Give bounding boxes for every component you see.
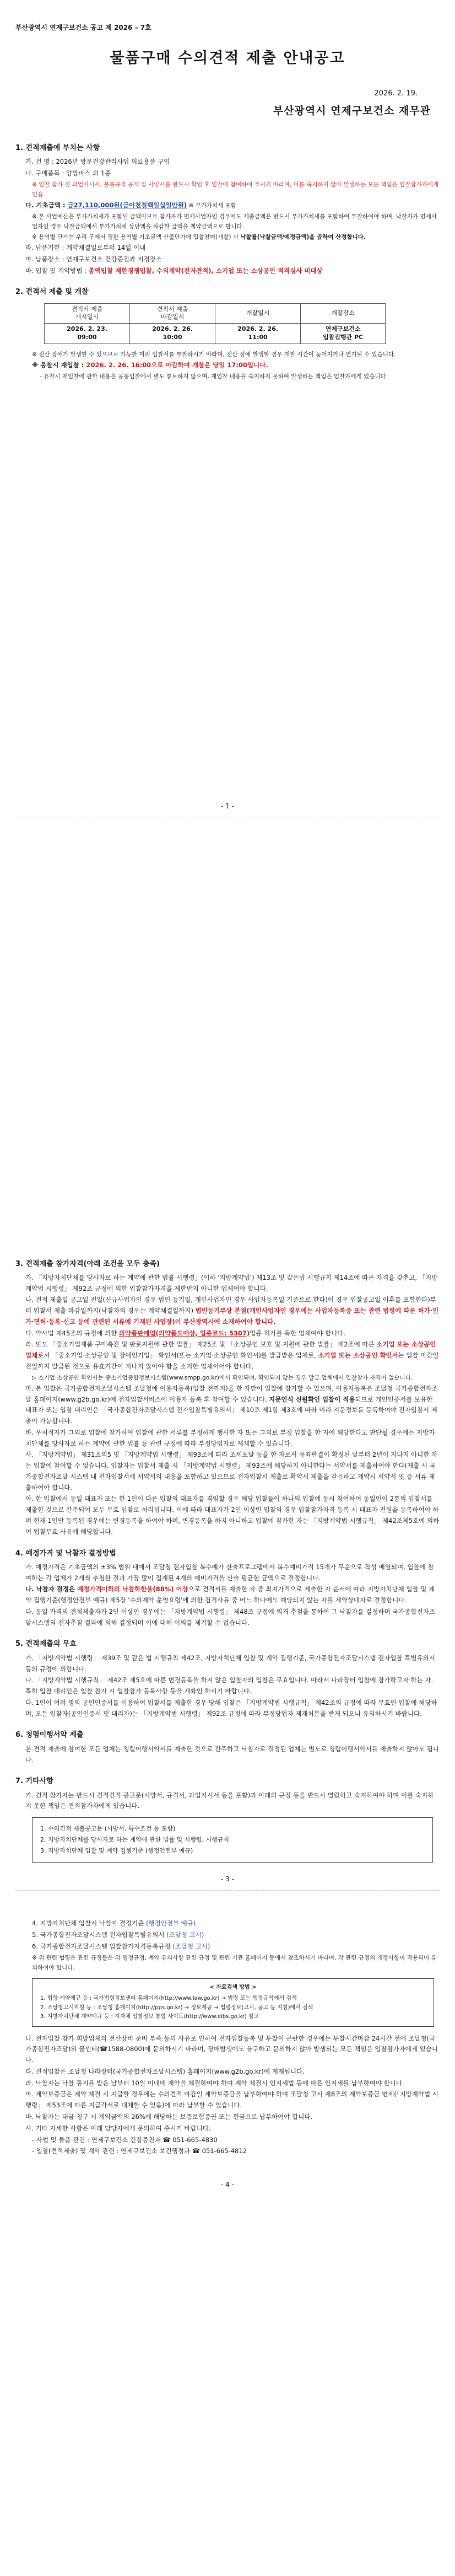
s1-item-na: 나. 구매품목 : 양방파스 외 1종 xyxy=(25,169,111,178)
s3-item-da xyxy=(15,1328,440,1339)
document-title: 물품구매 수의견적 제출 안내공고 xyxy=(110,49,345,67)
s1-item-ga: 가. 건 명 : 2026년 방문건강관리사업 의료용품 구입 xyxy=(25,158,170,166)
s3-da-a: 다. 약사법 제45조의 규정에 의한 xyxy=(25,1329,119,1337)
section-1-title: 1. 견적제출에 부치는 사항 xyxy=(15,144,100,153)
s3-item-sa: 사. 「지방계약법」 제31조의5 및 「지방계약법 시행령」 제93조에 따라 조세포탈 등을 한 자로서 유죄판결이 확정된 날부터 2년이 지나지 아니한 자는 입찰에 참여할 수 없습니다. 입찰자는 입찰서 제출 시 「지방계약법 시행령」 제93조에 해당하지 아니한다는 서약서를 제출하여야 한다(제출 시 국가종합전자조달 시스템 내 전자입찰서에 서약서의 내용을 포함하고 있으므로 전자입찰서 제출로 확약서 제출을 갈음하고 계약시 서약서 및 증 서류 제출하여야 합니다. xyxy=(25,1451,438,1491)
s1-item-ba xyxy=(15,266,440,277)
search-info-box xyxy=(32,1978,434,2027)
regulation-item-5 xyxy=(15,1930,440,1941)
s3-ra-note: ▷ 소기업·소상공인 확인서는 중소기업종합정보시스템(www.smpp.go.kr)에서 확인되며, 확인되지 않는 경우 발급 업체에서 입찰참가 자격이 없습니다. xyxy=(32,1374,413,1381)
s4-na-a: 나. 낙찰자 결정은 xyxy=(25,1585,78,1593)
s3-ra-e: 는 입찰 마감일 전일까지 발급된 것으로 유효기간이 지나지 않아야 함을 소지한 업체이어야 합니다. xyxy=(25,1351,439,1370)
s7-item-na: 나. 전자입찰 참가 희망업체의 전산장비 준비 부족 등의 사유로 인하여 전자입찰등록 및 투찰이 곤란한 경우에는 투찰시간마감 24시간 전에 조달청(국가종합전자조달)의 콜센터(☎1588-0800)에 문의하시기 바라며, 장애발생에도 불구하고 문의하지 않아 발생되는 모든 책임은 입찰참가자에게 있습니다. xyxy=(25,2034,438,2064)
reg5-b: (조달청 고시) xyxy=(166,1930,204,1939)
s1-da-label: 다. 기초금액 : xyxy=(25,201,68,210)
schedule-cell: 2026. 2. 26. 10:00 xyxy=(130,324,215,344)
document-reference: 부산광역시 연제구보건소 공고 제 2026 – 7호 xyxy=(15,24,151,31)
s5-item-na: 나. 「지방계약법 시행규칙」 제42조 제5호에 따른 변경등록을 하지 않은 입찰자의 입찰은 무효입니다. 따라서 나라장터 입찰에 참가하고자 하는 자. 특히 입찰 대리인은 입찰 참가 시 입찰참가 등록사항 등을 재확인 하시기 바랍니다. xyxy=(25,1676,434,1695)
page-number: - 3 - xyxy=(221,1875,234,1883)
s2-note2 xyxy=(15,360,440,371)
s3-ma-a: 마. 본 입찰은 국가종합전자조달시스템 조달청에 이용자등록(입찰 전까지)을 한 자만이 입찰에 참가할 수 있으며, 이용자등록은 조달청 국가종합전자조달 홈페이지(www.g2b.go.kr)에 전자입찰서비스에 이용자 등록 후 참여할 수 있습니다. xyxy=(25,1384,438,1403)
s3-da-b: 의약품판매업(의약품도매상, 업종코드: 5307) xyxy=(118,1329,250,1337)
s3-da-c: 업종 허가를 득한 업체여야 합니다. xyxy=(250,1329,345,1337)
s3-ra-a: 라. 또도 「중소기업제품 구매촉진 및 판로지원에 관한 법률」 제25조 및 「소상공인 보호 및 지원에 관한 법률」 제2조에 따른 xyxy=(25,1340,377,1349)
regulation-note: ※ 위 관련 법령은 관련 규정들은 위 행정규정, 계약 유의사항 관련 규정 및 관련 기관 홈페이지 등에서 참조하시기 바라며, 각 관련 규정의 개정사항이 적용되어 유의하여야 합니다. xyxy=(32,1954,437,1971)
search-info-item: 3. 지방자치단체 계약예규 등 : 지자체 입찰정보 통합 사이트(http://www.eibs.go.kr) 참고 xyxy=(40,2014,259,2020)
s3-ma-b: 지문인식 신원확인 입찰이 적용 xyxy=(269,1395,355,1403)
s7-item-ba: 바. 낙찰자는 대금 청구 시 계약금액의 26%에 해당하는 보증보험증권 또는 현금으로 납부하여야 합니다. xyxy=(25,2112,313,2121)
s1-note: ※ 입찰 참가 전 과업지시서, 물품규격 공개 및 사양서를 반드시 확인 후 입찰에 참여하여 주시기 바라며, 이를 숙지하지 않아 발생하는 모든 책임은 입찰참가자에게 있음. xyxy=(32,181,439,198)
s6-body: 본 견적 제출에 참여한 모든 업체는 청렴이행서약서를 제출한 것으로 간주하고 낙찰자로 결정된 업체는 별도로 청렴이행서약서를 제출하지 않아도 됩니다. xyxy=(25,1745,439,1764)
s1-da-note2-b: 낙찰률 xyxy=(240,233,257,240)
s1-item-ma: 마. 납품장소 : 연제구보건소 건강증진과 지정장소 xyxy=(25,255,162,263)
search-info-title: < 자료검색 방법 > xyxy=(209,1984,257,1990)
schedule-header-cell: 개찰장소 xyxy=(301,303,386,324)
document-issuer: 부산광역시 연제구보건소 재무관 xyxy=(273,105,431,117)
s2-note2-a: ※ 응찰시 재입찰 : xyxy=(32,361,86,369)
s3-item-a: 아. 한 입찰에서 동일 대표자 또는 한 1인이 다른 입찰의 대표자를 겸임할 경우 해당 입찰들이 하나의 입찰에 동시 참여하여 동일인이 2통의 입찰서를 제출한 것으로 간주되어 모두 무효 입찰로 처리됩니다. 이에 따라 대표자가 2인 이상인 입찰의 경우 입찰참가자격 등록 시 대표자 전원을 등록하여야 하며 현재 1인만 등록된 경우에는 변경등록을 하여야 하며, 변경등록을 하지 아니하고 입찰에 참가한 자는 「지방계약법 시행규칙」 제42조제5호에 의하여 입찰무효 사유에 해당합니다. xyxy=(25,1495,440,1536)
s3-item-ma xyxy=(15,1383,440,1427)
s7-item-da: 다. 견적입찰은 조달청 나라장터(국가종합전자조달시스템) 홈페이지(www.g2b.go.kr)에 게재됩니다. xyxy=(25,2067,305,2075)
s7-item-sa: 사. 기타 자세한 사항은 아래 담당자에게 문의하여 주시기 바랍니다. xyxy=(25,2124,211,2132)
reg6-a: 6. 국가종합전자조달시스템 입찰참가자격등록규정 xyxy=(32,1942,173,1950)
regulation-item-4 xyxy=(15,1918,440,1929)
section-4-title: 4. 예정가격 및 낙찰자 결정방법 xyxy=(15,1549,116,1558)
s4-item-na xyxy=(15,1584,440,1606)
reg4-b: (행정안전부 예규) xyxy=(146,1919,196,1928)
s2-note2-b: 2026. 2. 26. 16:00으로 마감하며 개찰은 당일 17:00입니다. xyxy=(86,361,268,369)
section-6-title: 6. 청렴이행서약 제출 xyxy=(15,1731,84,1740)
s7-item-ma: 마. 계약보증금은 계약 체결 시 지급할 경우에는 수의견적 마감일 계약보증금을 납부하여야 하며 조달청 고시 제8조의 계약보증금 면제(「지방계약법 시행령」 제53조에 따른 지급각서로 대체할 수 있음)에 따라 납부할 수 있습니다. xyxy=(25,2090,438,2110)
schedule-cell: 연제구보건소 입찰집행관 PC xyxy=(301,324,386,344)
s5-item-ga: 가. 「지방계약법 시행령」 제39조 및 같은 법 시행규칙 제42조, 지방자치단체 입찰 및 계약 집행기준, 국가종합전자조달시스템 전자입찰 특별유의서 등의 규정에 의합니다. xyxy=(25,1654,435,1673)
s2-note1: ※ 전산 장애가 발생할 수 있으므로 가능한 미리 입찰서를 투찰하시기 바라며, 전산 장애 발생할 경우 개찰 시간이 늦어지거나 연기될 수 있습니다. xyxy=(32,351,396,358)
reg5-a: 5. 국가종합전자조달시스템 전자입찰특별유의서 xyxy=(32,1930,167,1939)
s1-da-suffix: ※ 부가가치세 포함 xyxy=(187,202,236,210)
regulations-box xyxy=(32,1817,433,1862)
s1-ba-a: 바. 입찰 및 계약방법 : xyxy=(25,266,89,275)
s1-item-ra: 라. 납품기한 : 계약체결일로부터 14일 이내 xyxy=(25,243,146,251)
s5-item-da: 다. 1인이 여러 명의 공인인증서를 이용하여 입찰서를 제출한 경우 당해 입찰은 「지방계약법 시행규칙」 제42조의 규정에 따라 무효인 입찰에 해당하며, 모든 입찰자(공인인증서 및 대리자)는 「지방계약법 시행령」 제92조 규정에 따라 부정당업자 제재처분을 받게 되오니 유의하시기 바랍니다. xyxy=(25,1698,437,1718)
regulation-item: 3. 지방자치단체 입찰 및 계약 집행기준 (행정안전부 예규) xyxy=(40,1847,193,1854)
schedule-header-cell: 개찰일시 xyxy=(215,303,301,324)
regulation-item: 1. 수의견적 제출공고문 (시방서, 특수조건 등 포함) xyxy=(40,1825,176,1833)
s3-ra-d: 소기업 또는 소상공인 확인서 xyxy=(318,1351,398,1360)
s1-item-da xyxy=(15,200,440,211)
section-2-title: 2. 견적서 제출 및 개찰 xyxy=(15,288,89,297)
section-5-title: 5. 견적제출의 무효 xyxy=(15,1640,77,1649)
s1-da-note2-c: (낙찰금액/예정금액)을 곱하여 산정합니다. xyxy=(257,233,366,240)
schedule-cell: 2026. 2. 26. 11:00 xyxy=(215,324,301,344)
s1-da-note2 xyxy=(15,232,440,242)
s3-item-ga: 가. 「지방자치단체를 당사자로 하는 계약에 관한 법률 시행령」(이하 '지방계약법') 제13조 및 같은법 시행규칙 제14조에 따른 자격을 갖추고, 「지방계약법 시행령」 제92조 규정에 의한 입찰참가자격을 제한받지 아니한 업체여야 합니다. xyxy=(25,1273,438,1292)
s1-ba-b: 총액입찰 제한경쟁입찰, 수의계약(전자견적), 소기업 또는 소상공인 적격심사 비대상 xyxy=(88,266,323,275)
s1-da-note1: ※ 본 사업예산은 부가가치세가 포함된 금액이므로 참가자가 면세사업자인 경우에도 제출금액은 반드시 부가가치세를 포함하여 투찰하여야 하며, 낙찰자가 면세사업자인 경우 낙찰금액에서 부가가치세 상당액을 차감한 금액을 계약금액으로 합니다. xyxy=(32,213,437,230)
section-3-title: 3. 견적제출 참가자격(아래 조건을 모두 충족) xyxy=(15,1259,160,1268)
schedule-cell: 2026. 2. 23. 09:00 xyxy=(45,324,130,344)
regulation-item-6 xyxy=(15,1941,440,1952)
s1-da-note2-a: ※ 용역별 단가는 우리 구에서 정한 용역별 기초금액 산출단가에 입찰참여(개찰) 시 xyxy=(32,233,241,240)
page-gap xyxy=(15,818,440,1248)
schedule-header-row xyxy=(45,303,386,324)
page-number: - 1 - xyxy=(221,802,234,810)
schedule-row xyxy=(45,324,386,344)
schedule-header-cell: 견적서 제출 마감일시 xyxy=(130,303,215,324)
s3-ra-c: 로서 「중소기업·소상공인 및 장애인기업」 확인서(또는 소기업·소상공인 확인서)를 발급받은 업체로, xyxy=(37,1351,318,1360)
schedule-table xyxy=(44,303,386,344)
page-number: - 4 - xyxy=(221,2181,234,2189)
reg4-a: 4. 지방자치단체 입찰시 낙찰자 결정기준 xyxy=(32,1919,146,1928)
s4-na-c: 으로 견적서를 제출한 자 중 최저가격으로 제출한 자 순서에 따라 지방자치단체 입찰 및 계약 집행기준(행정안전부 예규) 제5장 '수의계약 운영요령'에 의한 검격사유 중 어느 하나에도 해당되지 않는 자를 계약상대자로 결정합니다. xyxy=(25,1585,435,1604)
s3-ra-b: 소기업 또는 소상공인 업체 xyxy=(25,1340,436,1360)
section-7-title: 7. 기타사항 xyxy=(15,1777,53,1786)
s3-item-ra xyxy=(15,1339,440,1372)
contact-contract: - 입찰(견적제출) 및 계약 관련 : 연제구보건소 보건행정과 ☎ 051-665-4812 xyxy=(32,2147,247,2155)
s4-na-b: 예정가격이하의 낙찰하한율(88%) 이상 xyxy=(77,1585,188,1593)
schedule-header-cell: 견적서 제출 개시일시 xyxy=(45,303,130,324)
s3-item-ba: 바. 우처적자가 그외로 입찰에 참가하여 입찰에 관한 서류를 부정하게 행사한 자 또는 그외로 부정 입찰을 한 자에 해당한다고 판단될 경우에는 지방자치단체를 당사자로 하는 계약에 관한 법률 등 관련 규정에 따라 부정당업자로 제재할 수 있습니다. xyxy=(25,1428,435,1447)
s3-na-a: 나. 견적 제출일 공고일 전일(신규사업자인 경우 법인 등기일, 개인사업자인 경우 사업자등록일 기준으로 한다)이 경우 입찰공고일 이후를 포함한다)부터 입찰서 제출 마감일까지(낙찰자의 경우는 계약체결일까지) xyxy=(25,1296,436,1315)
contact-project: - 사업 및 물품 관련 : 연제구보건소 건강증진과 ☎ 051-665-4830 xyxy=(32,2135,218,2144)
s2-note3: - 유찰시 재입찰에 관한 내용은 공동입찰에서 별도 통보하지 않으며, 재입찰 내용을 숙지하지 못하여 발생하는 책임은 입찰자에게 있습니다. xyxy=(40,373,388,380)
s3-na-b: 법인등기부상 본점(개인사업자인 경우에는 사업자등록증 또는 관련 법령에 따른 허가·인가·면허·등록·신고 등에 관련된 서류에 기재된 사업장)이 부산광역시에 소재하여야 합니다. xyxy=(25,1307,439,1325)
s7-item-ga: 가. 견적 참가자는 반드시 견적견적 공고문(시방서, 규격서, 과업지시서 등을 포함)과 아래의 규정 등을 반드시 열람하고 숙지하여야 하며 이를 숙지하지 못한 책임은 견적참가자에게 있습니다. xyxy=(25,1791,434,1810)
reg6-b: (조달청 고시) xyxy=(172,1942,210,1950)
search-info-item: 1. 법령·계약예규 등 : 국가법령정보센터 홈페이지(http://www.law.go.kr) → 법령 또는 행정규칙에서 검색 xyxy=(40,1995,297,2002)
s3-item-na xyxy=(15,1295,440,1327)
base-amount: 금27,110,000원(금이천칠백일십일만원) xyxy=(67,201,187,210)
s4-item-ga: 가. 예정가격은 기초금액의 ±3% 범위 내에서 조달청 전자입찰 복수예가 산출프로그램에서 복수예비가격 15개가 무순으로 작성 배열되며, 입찰에 참여하는 각 업체가 2개씩 추첨한 결과 가장 많이 집계된 4개의 예비가격을 산술 평균한 금액으로 결정합니다. xyxy=(25,1563,434,1582)
document-date: 2026. 2. 19. xyxy=(374,89,418,98)
s7-item-ra: 라. 낙찰자는 낙찰 통지를 받은 날부터 10일 이내에 계약을 체결하여야 하며 계약 체결시 인지세법 등에 따른 인지세를 납부하여야 합니다. xyxy=(25,2079,404,2087)
regulation-item: 2. 지방자치단체를 당사자로 하는 계약에 관한 법률 및 시행령, 시행규칙 xyxy=(40,1836,229,1843)
search-info-item: 2. 조달청고시지침 등 : 조달청 홈페이지(http://pps.go.kr) → 정보제공 → 법령정보(고시, 공고 등 지침)에서 검색 xyxy=(40,2004,313,2011)
s3-ma-c: 되므로 개인인증서를 보유한 대표자 또는 입찰 대리인은 「국가종합전자조달시스템 전자입찰특별유의서」 제10조 제1항 제3호에 따라 미리 지문정보를 등록하여야 전자입찰서 제출이 가능합니다. xyxy=(25,1395,437,1425)
page-gap xyxy=(15,1891,440,1918)
s4-item-da: 다. 동일 가격의 견적제출자가 2인 이상인 경우에는 「지방계약법 시행령」 제48조 규정에 의거 추첨을 통하여 그 낙찰자를 결정하며 국가종합전자조달시스템의 전자추첨 결과에 의해 결정되며 이에 대해 이의를 제기할 수 없습니다. xyxy=(25,1607,435,1627)
